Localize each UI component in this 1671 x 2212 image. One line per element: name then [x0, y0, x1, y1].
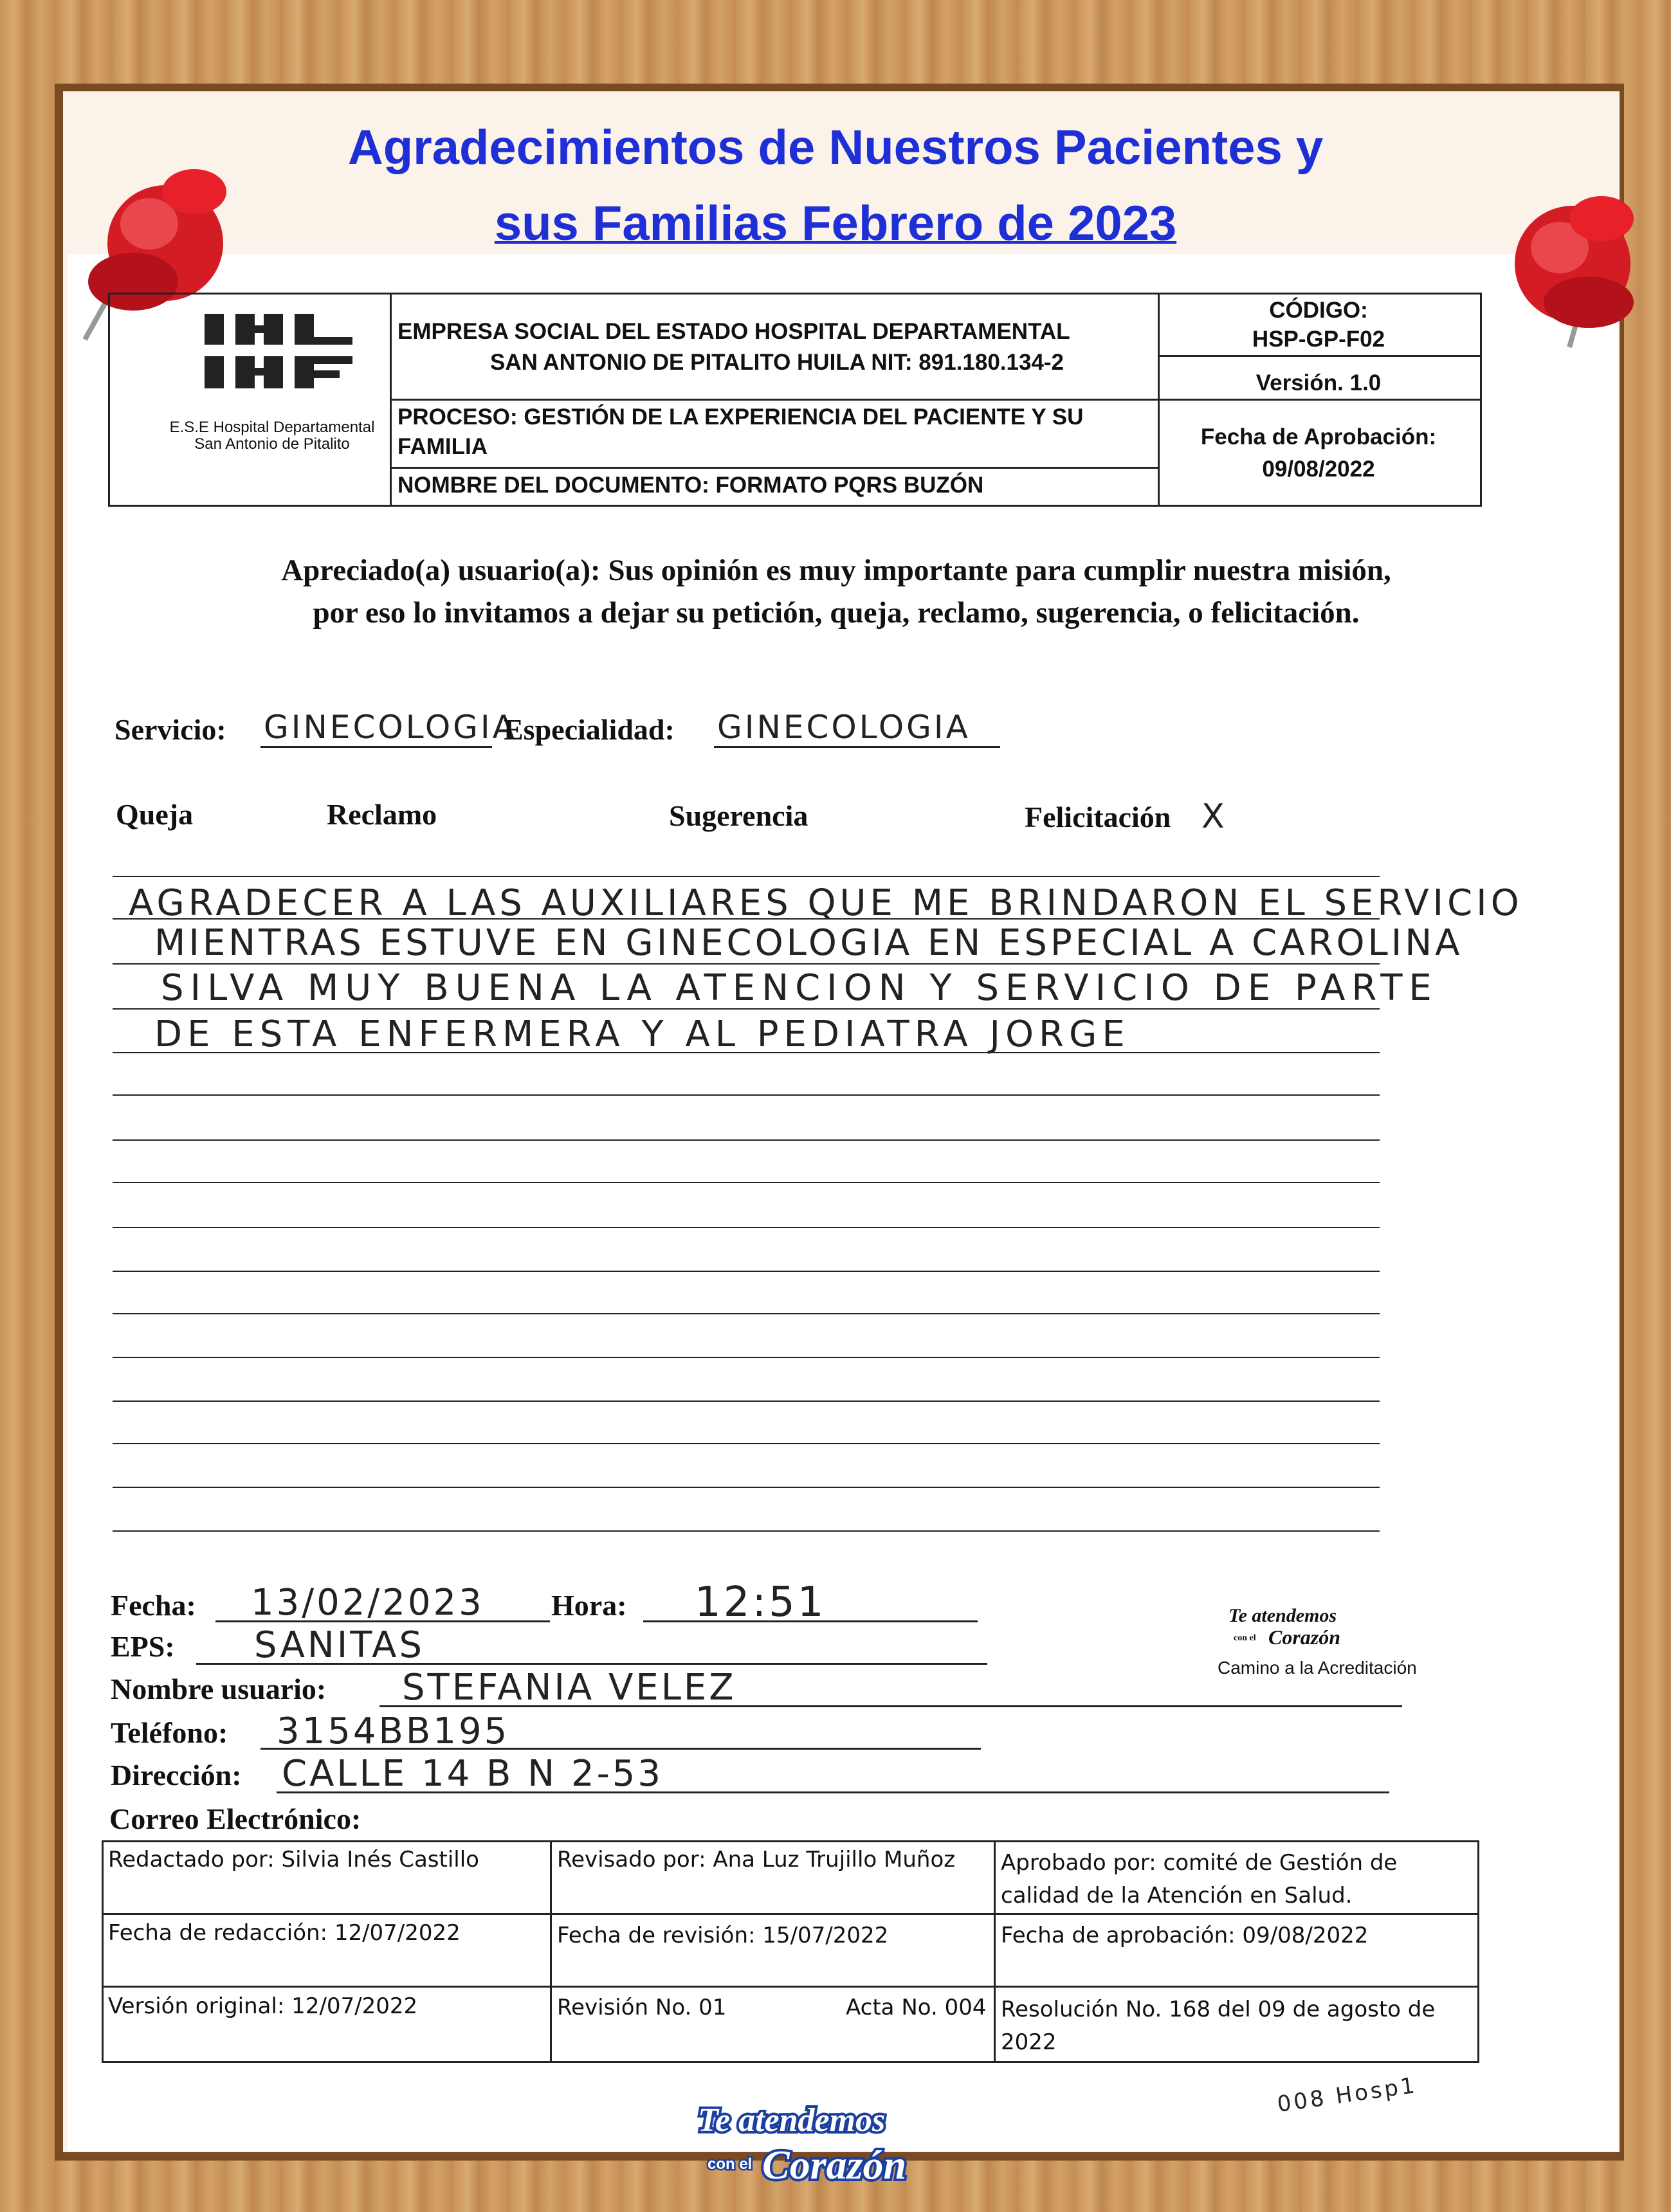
message-line: AGRADECER A LAS AUXILIARES QUE ME BRINDARON EL SERVICIO [129, 882, 1523, 924]
code-value: HSP-GP-F02 [1252, 327, 1385, 352]
ruled-line [113, 1401, 1380, 1402]
service-label: Servicio: [114, 713, 226, 746]
ruled-line [113, 1357, 1380, 1358]
time-label: Hora: [551, 1589, 627, 1622]
ruled-line [113, 1530, 1380, 1532]
message-line: DE ESTA ENFERMERA Y AL PEDIATRA JORGE [154, 1013, 1130, 1055]
option-felicitacion: Felicitación [1025, 801, 1171, 833]
draft-date: Fecha de redacción: 12/07/2022 [108, 1920, 461, 1946]
approval-date: 09/08/2022 [1262, 457, 1375, 482]
specialty-value: GINECOLOGIA [717, 709, 971, 746]
version-label: Versión. 1.0 [1256, 370, 1382, 395]
document-name: NOMBRE DEL DOCUMENTO: FORMATO PQRS BUZÓN [397, 473, 984, 498]
time-value: 12:51 [695, 1579, 826, 1626]
revision-number: Revisión No. 01 [557, 1995, 727, 2020]
option-reclamo: Reclamo [327, 798, 437, 831]
resolution-number: Resolución No. 168 del 09 de agosto de 2022 [1001, 1997, 1436, 2055]
entity-line2: SAN ANTONIO DE PITALITO HUILA NIT: 891.180.134-2 [489, 350, 1064, 375]
bottom-logo-line2a: con el [708, 2155, 753, 2173]
email-label: Correo Electrónico: [109, 1802, 361, 1835]
ruled-line [113, 1139, 1380, 1141]
bottom-logo [691, 2096, 987, 2193]
user-name-label: Nombre usuario: [111, 1673, 327, 1705]
poster-title-line1: Agradecimientos de Nuestros Pacientes y [347, 120, 1324, 175]
stamp-line2a: con el [1234, 1633, 1256, 1643]
code-label: CÓDIGO: [1269, 298, 1368, 323]
service-value: GINECOLOGIA [264, 709, 517, 746]
stamp-line1: Te atendemos [1228, 1605, 1337, 1626]
approval-label: Fecha de Aprobación: [1200, 424, 1437, 449]
option-sugerencia: Sugerencia [669, 799, 808, 832]
hospital-logo-icon [205, 314, 365, 391]
option-queja: Queja [116, 798, 194, 831]
bottom-logo-line2b: Corazón [762, 2142, 907, 2188]
page-note: 008 Hosp1 [1275, 2072, 1419, 2118]
ruled-line [113, 876, 1380, 877]
bottom-logo-line1: Te atendemos [698, 2102, 886, 2139]
drafted-by: Redactado por: Silvia Inés Castillo [108, 1847, 479, 1872]
date-label: Fecha: [111, 1589, 196, 1622]
intro-line2: por eso lo invitamos a dejar su petición, queja, reclamo, sugerencia, o felicitación. [313, 596, 1360, 630]
entity-line1: EMPRESA SOCIAL DEL ESTADO HOSPITAL DEPARTAMENTAL [397, 319, 1070, 344]
specialty-label: Especialidad: [504, 713, 675, 746]
eps-value: SANITAS [254, 1624, 425, 1666]
ruled-line [113, 1094, 1380, 1096]
red-pushpin-icon [1492, 186, 1659, 354]
stamp-line2b: Corazón [1268, 1626, 1341, 1649]
user-name-value: STEFANIA VELEZ [402, 1667, 736, 1709]
ruled-line [113, 1182, 1380, 1183]
approval-date-footer: Fecha de aprobación: 09/08/2022 [1001, 1923, 1369, 1948]
phone-label: Teléfono: [111, 1716, 228, 1749]
date-value: 13/02/2023 [251, 1582, 484, 1624]
approved-by: Aprobado por: comité de Gestión de calidad de la Atención en Salud. [1001, 1850, 1398, 1908]
stamp-line3: Camino a la Acreditación [1218, 1658, 1417, 1678]
hospital-logo-caption: E.S.E Hospital Departamental San Antonio de Pitalito [169, 419, 375, 453]
acta-number: Acta No. 004 [846, 1995, 987, 2020]
ruled-line [113, 1443, 1380, 1444]
eps-label: EPS: [111, 1630, 175, 1663]
ruled-line [113, 1487, 1380, 1488]
ruled-line [113, 1271, 1380, 1272]
address-label: Dirección: [111, 1759, 242, 1791]
felicitacion-mark: X [1201, 797, 1227, 836]
message-line: MIENTRAS ESTUVE EN GINECOLOGIA EN ESPECIAL A CAROLINA [154, 922, 1463, 964]
original-version: Versión original: 12/07/2022 [108, 1993, 418, 2019]
ruled-line [113, 1313, 1380, 1314]
reviewed-by: Revisado por: Ana Luz Trujillo Muñoz [557, 1847, 956, 1872]
poster-title-line2: sus Familias Febrero de 2023 [494, 196, 1177, 251]
intro-line1: Apreciado(a) usuario(a): Sus opinión es muy importante para cumplir nuestra misión, [281, 554, 1391, 587]
address-value: CALLE 14 B N 2-53 [282, 1753, 664, 1795]
ruled-line [113, 1227, 1380, 1228]
phone-value: 3154BB195 [277, 1710, 510, 1752]
process-label: PROCESO: GESTIÓN DE LA EXPERIENCIA DEL PACIENTE Y SU FAMILIA [397, 404, 1084, 459]
review-date: Fecha de revisión: 15/07/2022 [557, 1923, 889, 1948]
message-line: SILVA MUY BUENA LA ATENCION Y SERVICIO DE PARTE [161, 967, 1438, 1009]
